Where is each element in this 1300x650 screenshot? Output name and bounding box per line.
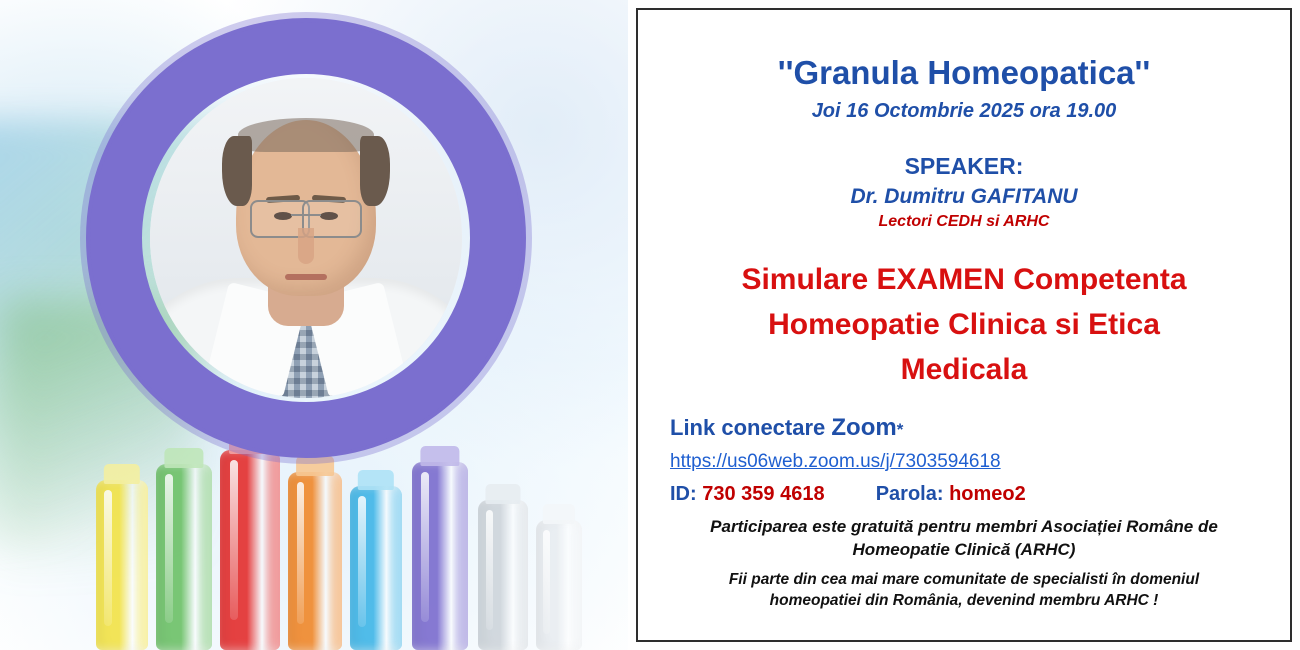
zoom-meeting-link[interactable]: https://us06web.zoom.us/j/7303594618 xyxy=(670,450,1001,472)
membership-invite xyxy=(656,570,1272,612)
zoom-connect-text: Link conectare xyxy=(670,414,832,440)
event-headline-line-1: Simulare EXAMEN Competenta xyxy=(741,262,1187,296)
zoom-asterisk: * xyxy=(896,419,904,439)
portrait-mouth xyxy=(285,274,327,280)
portrait-ring-wrapper xyxy=(86,18,526,458)
portrait-hair-left xyxy=(222,136,252,206)
homeopathy-vial xyxy=(536,520,582,650)
zoom-brand-text: Zoom xyxy=(831,413,897,441)
speaker-label: SPEAKER: xyxy=(904,152,1024,179)
homeopathy-vial xyxy=(96,480,148,650)
homeopathy-vial xyxy=(350,486,402,650)
membership-note-line-2: Homeopatie Clinică (ARHC) xyxy=(852,539,1076,559)
homeopathy-vial xyxy=(478,500,528,650)
meeting-id-label: ID: xyxy=(670,482,697,505)
meeting-password-value: homeo2 xyxy=(949,482,1026,505)
homeopathy-vial-gloss xyxy=(297,482,305,624)
membership-invite-line-2: homeopatiei din România, devenind membru ARHC ! xyxy=(769,591,1159,609)
homeopathy-vial-gloss xyxy=(543,530,549,634)
poster-text-panel xyxy=(636,8,1292,642)
event-headline-line-3: Medicala xyxy=(900,352,1028,386)
homeopathy-vial xyxy=(156,464,212,650)
homeopathy-vial-gloss xyxy=(104,490,111,626)
meeting-id-value: 730 359 4618 xyxy=(702,482,825,505)
homeopathy-vial-gloss xyxy=(421,472,429,622)
homeopathy-vial xyxy=(220,450,280,650)
event-headline xyxy=(656,257,1272,392)
event-headline-line-2: Homeopatie Clinica si Etica xyxy=(768,307,1160,341)
homeopathy-vial-gloss xyxy=(165,474,173,623)
membership-note-line-1: Participarea este gratuită pentru membri Asociației Române de xyxy=(710,516,1218,536)
homeopathy-vial-gloss xyxy=(230,460,238,620)
homeopathy-vial-cap xyxy=(543,504,575,524)
homeopathy-vial xyxy=(412,462,468,650)
event-datetime: Joi 16 Octombrie 2025 ora 19.00 xyxy=(811,99,1117,122)
portrait-hair-right xyxy=(360,136,390,206)
homeopathy-vial-gloss xyxy=(486,510,493,630)
homeopathy-vial xyxy=(288,472,342,650)
homeopathy-vial-cap xyxy=(104,464,140,484)
homeopathy-vial-cap xyxy=(358,470,394,490)
meeting-credentials xyxy=(670,483,1272,506)
portrait-nose xyxy=(298,228,314,264)
homeopathy-vial-cap xyxy=(486,484,521,504)
poster-image-panel xyxy=(0,0,628,650)
portrait-glasses-bridge xyxy=(291,214,321,216)
speaker-portrait xyxy=(150,78,462,398)
portrait-hair-top xyxy=(238,118,374,152)
zoom-connect-label xyxy=(670,414,1272,442)
membership-invite-line-1: Fii parte din cea mai mare comunitate de specialisti în domeniul xyxy=(728,570,1200,588)
speaker-name: Dr. Dumitru GAFITANU xyxy=(850,184,1078,208)
homeopathy-vial-gloss xyxy=(358,496,365,627)
event-title: ''Granula Homeopatica'' xyxy=(777,54,1151,91)
speaker-role: Lectori CEDH si ARHC xyxy=(878,212,1050,230)
meeting-password-label: Parola: xyxy=(875,482,944,505)
membership-note xyxy=(656,516,1272,562)
